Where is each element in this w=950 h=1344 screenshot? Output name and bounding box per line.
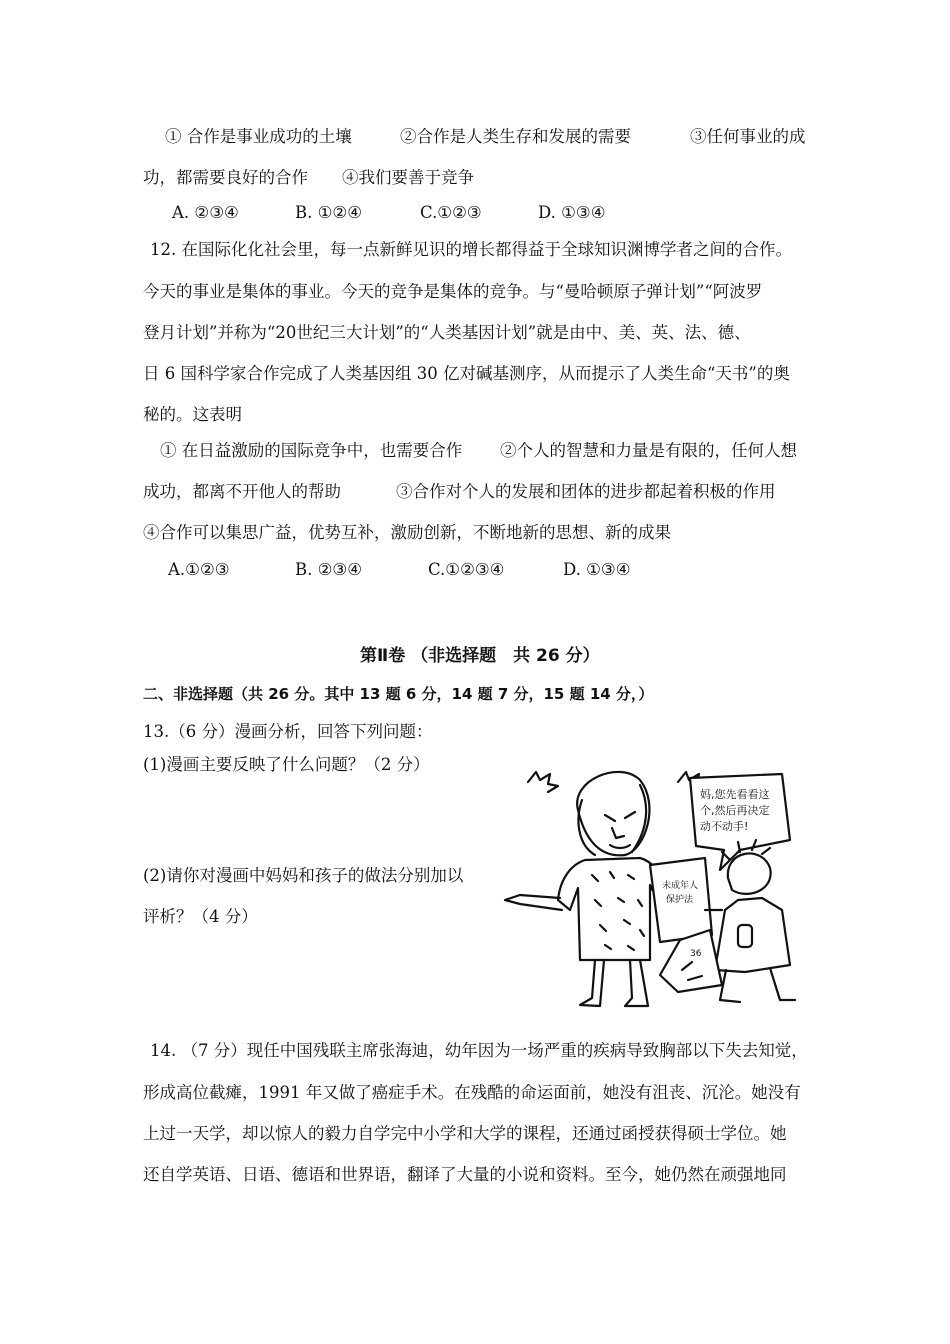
q12-option-b: B. ②③④ [295, 560, 362, 579]
speech-line-1: 妈,您先看看这 [700, 788, 770, 801]
q13-sub-2: (2)请你对漫画中妈妈和孩子的做法分别加以 [143, 866, 464, 885]
q11-option-b: B. ①②④ [295, 203, 362, 222]
q11-statement-1: ① 合作是事业成功的土壤 [165, 127, 352, 146]
q11-statement-2: ②合作是人类生存和发展的需要 [400, 127, 631, 146]
q12-option-c: C.①②③④ [428, 560, 505, 579]
q14-line-1: 14. （7 分）现任中国残联主席张海迪，幼年因为一场严重的疾病导致胸部以下失去知觉， [150, 1041, 808, 1060]
q12-line-2: 今天的事业是集体的事业。今天的竞争是集体的竞争。与“曼哈顿原子弹计划”“阿波罗 [143, 282, 763, 301]
cartoon-illustration [500, 760, 800, 1015]
q12-statement-4: ④合作可以集思广益，优势互补，激励创新，不断地新的思想、新的成果 [143, 523, 671, 542]
q11-option-a: A. ②③④ [172, 203, 239, 222]
cartoon-drawing [500, 760, 800, 1015]
book-title-1: 未成年人 [662, 881, 699, 891]
q12-option-d: D. ①③④ [563, 560, 631, 579]
section-title: 第Ⅱ卷 （非选择题 共 26 分） [360, 646, 600, 666]
q11-statement-3: ③任何事业的成 [690, 127, 806, 146]
q13-sub-1: (1)漫画主要反映了什么问题？（2 分） [143, 755, 430, 774]
q12-statement-2: ②个人的智慧和力量是有限的，任何人想 [500, 441, 797, 460]
q12-line-3: 登月计划”并称为“20世纪三大计划”的“人类基因计划”就是由中、美、英、法、德、 [143, 323, 751, 342]
q12-statement-1: ① 在日益激励的国际竞争中，也需要合作 [160, 441, 463, 460]
speech-line-2: 个,然后再决定 [700, 804, 770, 817]
q12-statement-3: ③合作对个人的发展和团体的进步都起着积极的作用 [396, 482, 776, 501]
q13-intro: 13.（6 分）漫画分析，回答下列问题： [143, 722, 433, 741]
q14-line-3: 上过一天学，却以惊人的毅力自学完中小学和大学的课程，还通过函授获得硕士学位。她 [143, 1124, 787, 1143]
q12-line-1: 12. 在国际化化社会里，每一点新鲜见识的增长都得益于全球知识渊博学者之间的合作。 [150, 240, 792, 259]
q14-line-4: 还自学英语、日语、德语和世界语，翻译了大量的小说和资料。至今，她仍然在顽强地同 [143, 1165, 787, 1184]
q14-line-2: 形成高位截瘫，1991 年又做了癌症手术。在残酷的命运面前，她没有沮丧、沉沦。她没有 [143, 1083, 801, 1102]
book-title-2: 保护法 [666, 895, 694, 905]
q12-statement-2-cont: 成功，都离不开他人的帮助 [143, 482, 341, 501]
q12-line-5: 秘的。这表明 [143, 405, 242, 424]
q13-sub-2-cont: 评析？（4 分） [143, 907, 258, 926]
q11-statement-3-cont: 功，都需要良好的合作 [143, 168, 308, 187]
q11-statement-4: ④我们要善于竞争 [342, 168, 474, 187]
section-heading: 二、非选择题（共 26 分。其中 13 题 6 分，14 题 7 分，15 题 14 分，） [143, 685, 654, 703]
q12-line-4: 日 6 国科学家合作完成了人类基因组 30 亿对碱基测序，从而提示了人类生命“天书”的奥 [143, 364, 790, 383]
q11-option-c: C.①②③ [420, 203, 482, 222]
q12-option-a: A.①②③ [168, 560, 230, 579]
q11-option-d: D. ①③④ [538, 203, 606, 222]
speech-line-3: 动不动手! [700, 820, 749, 833]
paper-score: 36 [690, 949, 702, 959]
